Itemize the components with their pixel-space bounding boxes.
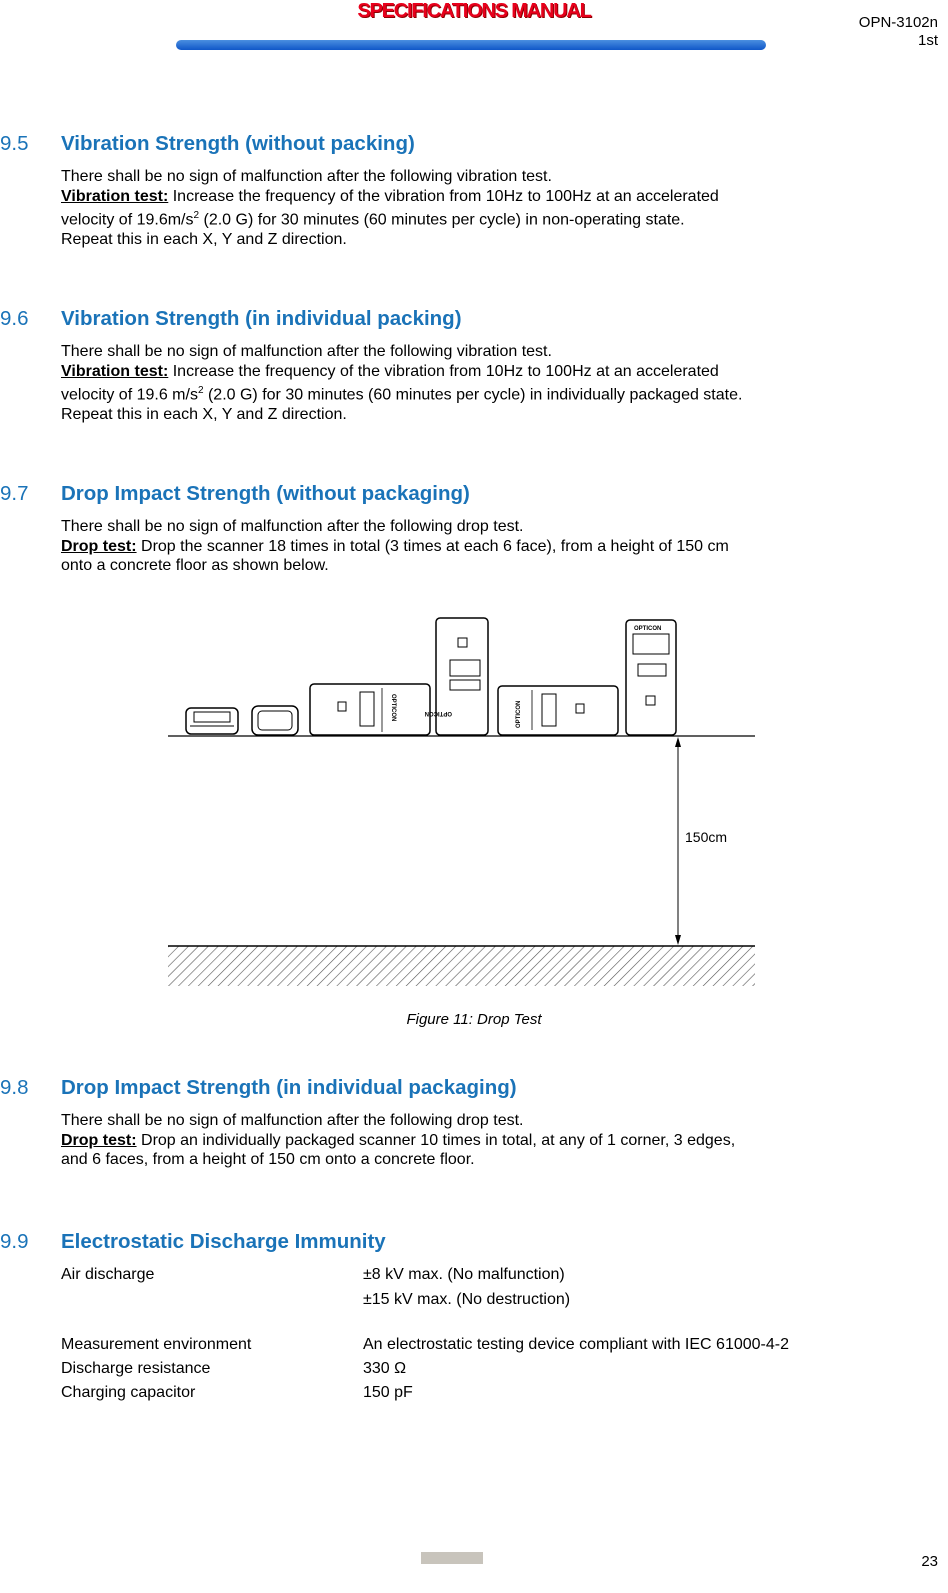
test-label: Drop test:: [61, 1131, 137, 1149]
esd-value: ±15 kV max. (No destruction): [363, 1291, 571, 1308]
scanner-standing: [425, 618, 488, 735]
footer-bar: [421, 1552, 483, 1564]
body-line: Repeat this in each X, Y and Z direction.: [61, 405, 347, 423]
height-dimension-arrow: [675, 737, 681, 945]
brand-label: OPTICON: [516, 700, 522, 728]
manual-title: SPECIFICATIONS MANUAL: [357, 0, 591, 22]
esd-label: Measurement environment: [61, 1336, 252, 1353]
body-line: Drop an individually packaged scanner 10 times in total, at any of 1 corner, 3 edges,: [136, 1131, 736, 1149]
scanner-end-view: [252, 706, 298, 735]
esd-label: Charging capacitor: [61, 1384, 196, 1401]
test-label: Vibration test:: [61, 362, 169, 380]
superscript: 2: [197, 385, 204, 396]
intro-line: There shall be no sign of malfunction after the following vibration test.: [61, 168, 552, 185]
section-heading: Vibration Strength (without packing): [61, 132, 415, 155]
section-number: 9.5: [0, 132, 29, 155]
test-label: Vibration test:: [61, 187, 169, 205]
header-bar: [176, 40, 766, 50]
concrete-floor: [168, 946, 755, 986]
section-body: [61, 342, 941, 424]
scanner-lying: [310, 684, 430, 735]
brand-label: OPTICON: [390, 694, 396, 722]
section-body: [61, 167, 941, 249]
height-label: 150cm: [685, 829, 728, 845]
section-heading: Electrostatic Discharge Immunity: [61, 1230, 386, 1253]
test-label: Drop test:: [61, 537, 137, 555]
body-line: and 6 faces, from a height of 150 cm onto a concrete floor.: [61, 1151, 475, 1168]
section-number: 9.8: [0, 1076, 29, 1099]
esd-label: Discharge resistance: [61, 1360, 211, 1377]
body-line: onto a concrete floor as shown below.: [61, 557, 329, 574]
body-line: Repeat this in each X, Y and Z direction.: [61, 230, 347, 248]
doc-info: [859, 14, 938, 50]
body-line: (2.0 G) for 30 minutes (60 minutes per cycle) in non-operating state.: [199, 211, 685, 229]
doc-edition: 1st: [917, 32, 938, 49]
esd-value: An electrostatic testing device compliant with IEC 61000-4-2: [363, 1336, 789, 1353]
section-number: 9.9: [0, 1230, 29, 1253]
brand-label: OPTICON: [634, 626, 662, 632]
page-number: 23: [921, 1553, 938, 1570]
section-heading: Vibration Strength (in individual packing): [61, 307, 462, 330]
body-line: Increase the frequency of the vibration from 10Hz to 100Hz at an accelerated: [168, 362, 719, 380]
body-line: velocity of 19.6 m/s: [61, 386, 198, 404]
doc-id: OPN-3102n: [858, 14, 938, 31]
scanner-lying: [498, 686, 618, 735]
body-line: (2.0 G) for 30 minutes (60 minutes per cycle) in individually packaged state.: [203, 386, 743, 404]
figure-caption: Figure 11: Drop Test: [406, 1011, 542, 1028]
brand-label: OPTICON: [424, 710, 452, 716]
section-body: [61, 517, 941, 576]
drop-test-figure: [160, 608, 760, 998]
body-line: Drop the scanner 18 times in total (3 times at each 6 face), from a height of 150 cm: [136, 537, 729, 555]
esd-value: 150 pF: [363, 1384, 413, 1401]
section-heading: Drop Impact Strength (in individual packaging): [61, 1076, 517, 1099]
body-line: velocity of 19.6m/s: [61, 211, 194, 229]
scanner-standing: [626, 620, 676, 735]
esd-label: Air discharge: [61, 1266, 155, 1283]
section-number: 9.6: [0, 307, 29, 330]
esd-value: 330 Ω: [363, 1360, 407, 1377]
section-body: [61, 1111, 941, 1170]
intro-line: There shall be no sign of malfunction after the following vibration test.: [61, 343, 552, 360]
intro-line: There shall be no sign of malfunction after the following drop test.: [61, 518, 524, 535]
intro-line: There shall be no sign of malfunction after the following drop test.: [61, 1112, 524, 1129]
esd-value: ±8 kV max. (No malfunction): [363, 1266, 565, 1283]
section-heading: Drop Impact Strength (without packaging): [61, 482, 470, 505]
superscript: 2: [193, 210, 200, 221]
scanner-end-view: [186, 708, 238, 734]
section-number: 9.7: [0, 482, 29, 505]
body-line: Increase the frequency of the vibration from 10Hz to 100Hz at an accelerated: [168, 187, 719, 205]
